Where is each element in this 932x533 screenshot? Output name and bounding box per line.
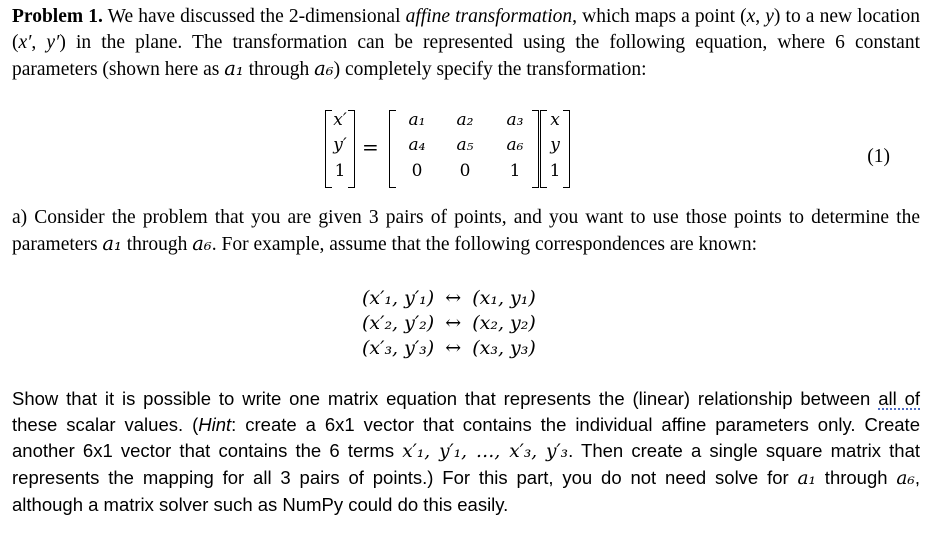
intro-paragraph: Problem 1. We have discussed the 2-dimensional affine transformation, which maps a point (x, y) to a new location (x′, y′) in the plane. The transformation can be represented using the following equation, where 6 constant parameters (shown here as a₁ through a₆) completely specify the transformation: (12, 6, 921, 80)
part-a-paragraph: a) Consider the problem that you are given 3 pairs of points, and you want to use those points to determine the parameters a₁ through a₆. For example, assume that the following correspondences are known: (12, 207, 920, 255)
matrix-cell: a₃ (506, 110, 524, 130)
matrix-cell: a₄ (408, 135, 426, 155)
part-a (12, 205, 920, 258)
lhs-cell: 1 (334, 161, 346, 181)
affine-equation (0, 110, 908, 188)
matrix-cell: a₁ (408, 110, 426, 130)
double-arrow-icon: ↔ (445, 312, 462, 334)
correspondence-row: (x′₂, y′₂) ↔ (x₂, y₂) (362, 312, 536, 334)
hint-label: Hint (198, 414, 232, 435)
correspondence-list (362, 286, 592, 361)
double-arrow-icon: ↔ (445, 337, 462, 359)
affine-term: affine transformation (405, 6, 573, 27)
matrix-cell: a₅ (456, 135, 474, 155)
matrix-cell: 1 (509, 161, 521, 181)
part-b-paragraph: Show that it is possible to write one matrix equation that represents the (linear) relationship between all of these scalar values. (Hint: create a 6x1 vector that contains the individual affine parameters only. Create another 6x1 vector that contains the 6 terms x′₁, y′₁, …, x′₃, y′₃. Then create a single square matrix that represents the mapping for all 3 pairs of points.) For this part, you do not need solve for a₁ through a₆, although a matrix solver such as NumPy could do this easily. (12, 388, 921, 515)
problem-text (12, 4, 920, 83)
matrix-cell: 0 (411, 161, 423, 181)
equation-number: (1) (867, 146, 890, 167)
parameter-matrix (389, 110, 539, 188)
correspondence-row: (x′₃, y′₃) ↔ (x₃, y₃) (362, 337, 536, 359)
spelling-underline: all of (878, 388, 921, 409)
matrix-cell: 0 (459, 161, 471, 181)
lhs-cell: y′ (333, 135, 347, 155)
double-arrow-icon: ↔ (445, 287, 462, 309)
part-b (12, 386, 920, 518)
problem-label: Problem 1. (12, 6, 103, 27)
matrix-cell: a₆ (506, 135, 524, 155)
equals-sign: = (362, 135, 379, 159)
lhs-vector (325, 110, 355, 188)
correspondence-row: (x′₁, y′₁) ↔ (x₁, y₁) (362, 287, 536, 309)
lhs-cell: x′ (333, 110, 347, 130)
rhs-vector (540, 110, 570, 188)
rhs-cell: x (550, 110, 560, 130)
rhs-cell: 1 (549, 161, 561, 181)
matrix-cell: a₂ (456, 110, 474, 130)
rhs-cell: y (550, 135, 560, 155)
